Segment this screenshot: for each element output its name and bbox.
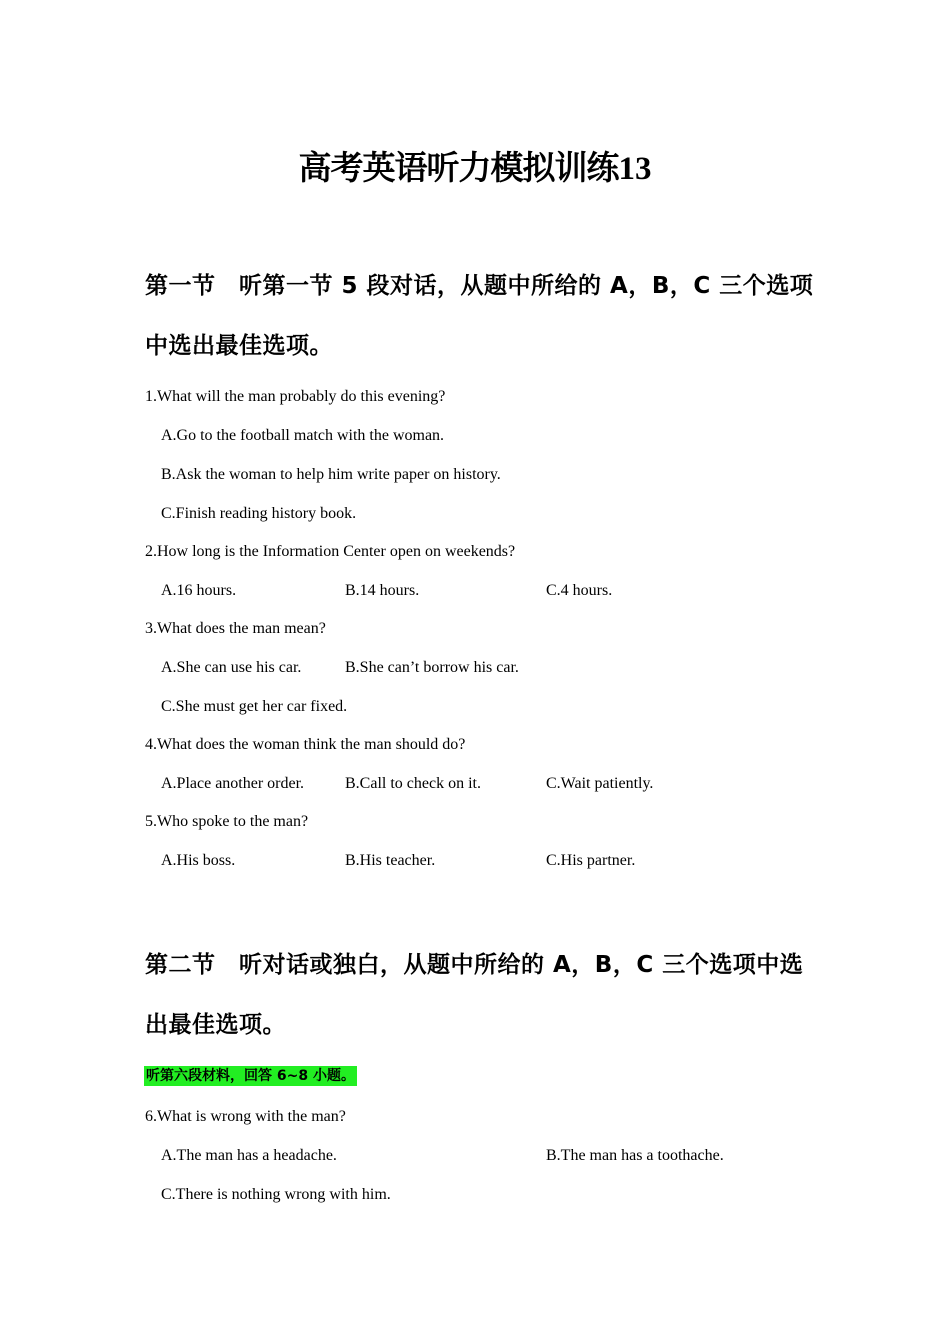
section-2-heading: 第二节 听对话或独白，从题中所给的 A，B，C 三个选项中选出最佳选项。 <box>145 952 804 1038</box>
question-6-option-a: A.The man has a headache. <box>161 1147 337 1164</box>
title-number: 13 <box>618 151 652 187</box>
question-4-text: 4.What does the woman think the man should do? <box>145 736 466 753</box>
question-6-text: 6.What is wrong with the man? <box>145 1108 346 1125</box>
page-title <box>0 142 950 189</box>
question-3-option-b: B.She can’t borrow his car. <box>345 659 519 676</box>
question-2-option-b: B.14 hours. <box>345 582 420 599</box>
question-2-text: 2.How long is the Information Center open on weekends? <box>145 543 516 560</box>
question-4-option-a: A.Place another order. <box>161 775 305 792</box>
question-3-option-a: A.She can use his car. <box>161 659 302 676</box>
question-5-option-a: A.His boss. <box>161 852 236 869</box>
question-1-text: 1.What will the man probably do this evening? <box>145 388 446 405</box>
question-2-option-a: A.16 hours. <box>161 582 237 599</box>
question-6-option-b: B.The man has a toothache. <box>546 1147 724 1164</box>
question-5-option-b: B.His teacher. <box>345 852 436 869</box>
question-5-text: 5.Who spoke to the man? <box>145 813 309 830</box>
question-1-option-a: A.Go to the football match with the woman. <box>161 427 445 444</box>
question-2-option-c: C.4 hours. <box>546 582 613 599</box>
question-6-option-c: C.There is nothing wrong with him. <box>161 1186 391 1203</box>
section-2-instruction: 听第六段材料，回答 6~8 小题。 <box>146 1068 355 1084</box>
question-4-option-b: B.Call to check on it. <box>345 775 481 792</box>
title-text: 高考英语听力模拟训练 <box>298 148 619 187</box>
section-1-heading: 第一节 听第一节 5 段对话，从题中所给的 A，B，C 三个选项中选出最佳选项。 <box>145 273 814 359</box>
question-1-option-b: B.Ask the woman to help him write paper on history. <box>161 466 501 483</box>
question-5-option-c: C.His partner. <box>546 852 636 869</box>
question-3-option-c: C.She must get her car fixed. <box>161 698 348 715</box>
question-3-text: 3.What does the man mean? <box>145 620 326 637</box>
question-1-option-c: C.Finish reading history book. <box>161 505 357 522</box>
question-4-option-c: C.Wait patiently. <box>546 775 654 792</box>
